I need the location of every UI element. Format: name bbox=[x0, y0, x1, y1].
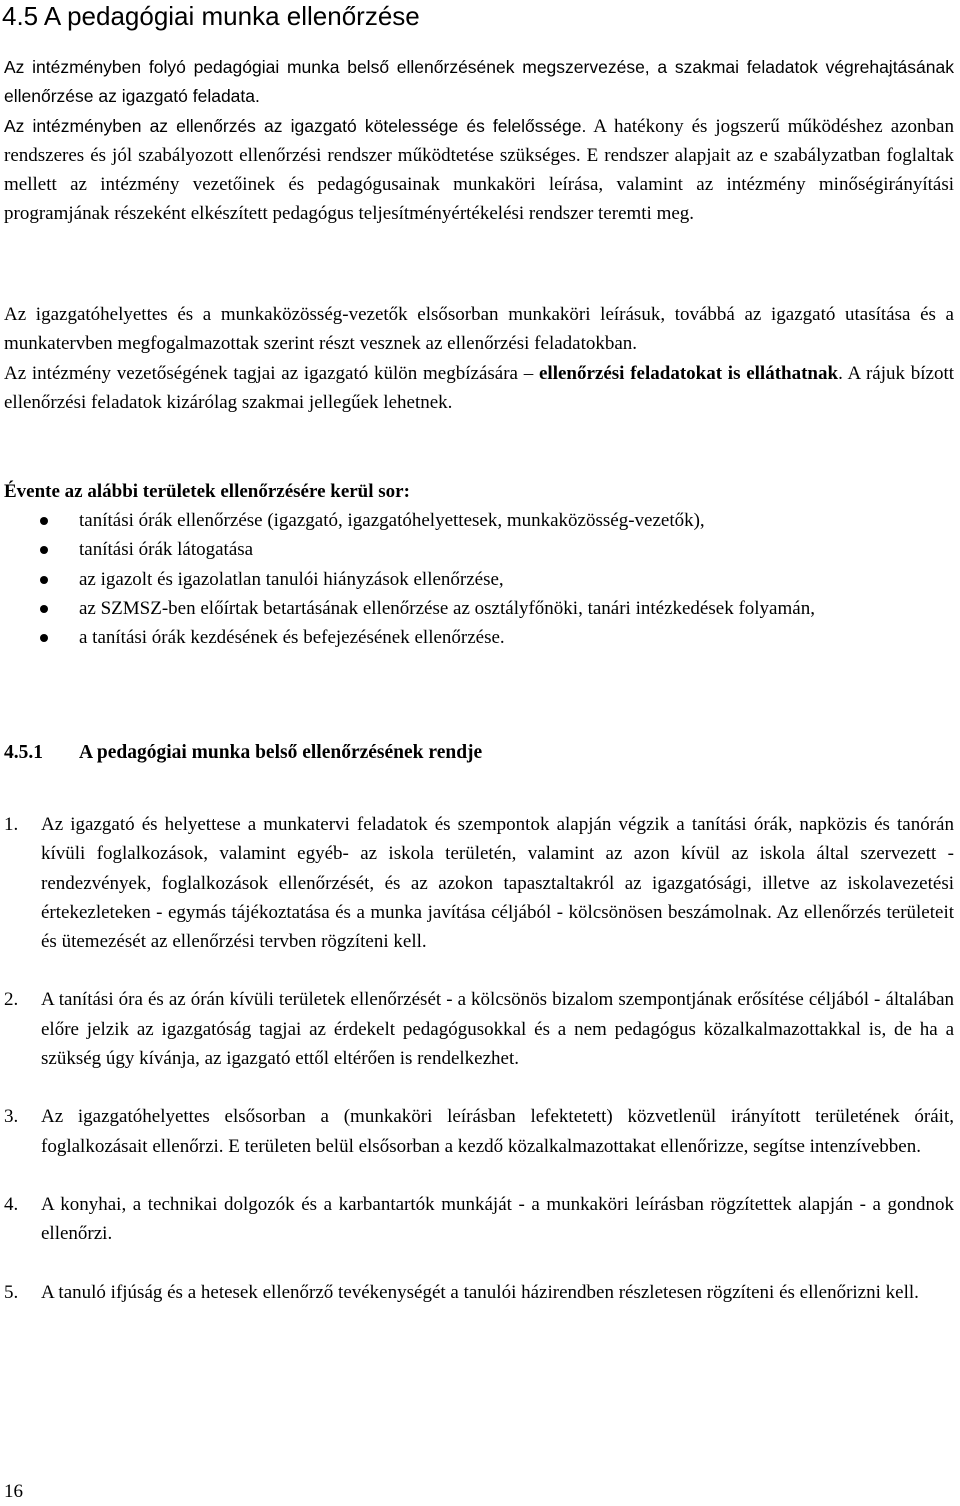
intro-line-1: Az intézményben folyó pedagógiai munka belső ellenőrzésének megszervezése, a szakmai feladatok végrehajtásának ellenőrzése az igazgató feladata. bbox=[4, 57, 954, 107]
deputies-para-2-end: . A rájuk bízott ellenőrzési feladatok kizárólag szakmai jellegűek lehetnek. bbox=[4, 362, 955, 413]
deputies-paragraph bbox=[4, 300, 954, 417]
list-item-text: az SZMSZ-ben előírtak betartásának ellenőrzése az osztályfőnöki, tanári intézkedések folyamán, bbox=[79, 597, 815, 619]
numbered-item bbox=[4, 810, 954, 956]
item-text: A tanuló ifjúság és a hetesek ellenőrző tevékenységét a tanulói házirendben részletesen rögzíteni és ellenőrizni kell. bbox=[41, 1281, 919, 1303]
subsection-title: A pedagógiai munka belső ellenőrzésének rendje bbox=[79, 742, 483, 763]
list-item-text: a tanítási órák kezdésének és befejezésének ellenőrzése. bbox=[79, 627, 505, 649]
numbered-item bbox=[4, 1278, 954, 1307]
item-text: A konyhai, a technikai dolgozók és a karbantartók munkáját - a munkaköri leírásban rögzítettek alapján - a gondnok ellenőrzi. bbox=[41, 1193, 954, 1245]
page-number: 16 bbox=[4, 1481, 23, 1502]
intro-line-4: E rendszer alapjait az e szabályzatban foglaltak mellett az intézmény vezetőinek és pedagógusainak munkaköri leírása, valamint az intézmény minőségirányítási programjának részeként elkészített pedagógus teljesítményértékelési rendszer teremti meg. bbox=[4, 144, 955, 225]
numbered-item bbox=[4, 1190, 954, 1249]
list-item bbox=[4, 623, 954, 652]
deputies-para-1: Az igazgatóhelyettes és a munkaközösség-vezetők elsősorban munkaköri leírásuk, továbbá az igazgató utasítása és a munkatervben megfogalmazottak szerint részt vesznek az ellenőrzési feladatokban. bbox=[4, 304, 954, 355]
item-text: A tanítási óra és az órán kívüli területek ellenőrzését - a kölcsönös bizalom szempontjának erősítése céljából - általában előre jelzik az igazgatóság tagjai az érdekelt pedagógusokkal és a nem pedagógus közalkalmazottakkal is, de ha a szükség úgy kívánja, az igazgató ettől eltérően is rendelkezhet. bbox=[41, 989, 954, 1070]
bullet-icon bbox=[40, 634, 48, 642]
item-number: 4. bbox=[4, 1193, 19, 1215]
item-number: 1. bbox=[4, 814, 19, 835]
item-number: 2. bbox=[4, 989, 19, 1011]
areas-heading: Évente az alábbi területek ellenőrzésére kerül sor: bbox=[4, 481, 410, 502]
bullet-icon bbox=[40, 517, 48, 525]
list-item bbox=[4, 594, 954, 623]
bullet-icon bbox=[40, 546, 48, 554]
subsection-heading bbox=[4, 742, 482, 764]
item-text: Az igazgatóhelyettes elsősorban a (munkaköri leírásban lefektetett) közvetlenül irányított területének óráit, foglalkozásait ellenőrzi. E területen belül elsősorban a kezdő közalkalmazottakat ellenőrizze, segítse intenzívebben. bbox=[41, 1106, 954, 1157]
bullet-icon bbox=[40, 605, 48, 613]
list-item-text: tanítási órák ellenőrzése (igazgató, igazgatóhelyettesek, munkaközösség-vezetők), bbox=[79, 510, 705, 531]
item-number: 5. bbox=[4, 1281, 19, 1303]
bullet-icon bbox=[40, 576, 48, 584]
intro-line-2: Az intézményben az ellenőrzés az igazgató kötelessége és felelőssége. bbox=[4, 115, 587, 136]
list-item bbox=[4, 565, 954, 594]
list-item bbox=[4, 535, 954, 564]
item-number: 3. bbox=[4, 1106, 19, 1128]
intro-paragraph bbox=[4, 53, 954, 229]
item-text: Az igazgató és helyettese a munkatervi feladatok és szempontok alapján végzik a tanítási órák, napközis és tanórán kívüli foglalkozások, valamint egyéb- az iskola területén, valamint az azon kívül az iskola által szervezett - rendezvények, foglalkozások ellenőrzését, és az azokon tapasztaltakról az igazgatósági, illetve az iskolavezetési értekezleteken - egymás tájékoztatása és a munka javítása céljából - kölcsönösen beszámolnak. Az ellenőrzés területeit és ütemezését az ellenőrzési tervben rögzíteni kell. bbox=[41, 814, 954, 953]
list-item-text: tanítási órák látogatása bbox=[79, 539, 254, 561]
numbered-item bbox=[4, 985, 954, 1073]
deputies-para-2-start: Az intézmény vezetőségének tagjai az igazgató külön megbízására – bbox=[4, 362, 534, 384]
section-title: 4.5 A pedagógiai munka ellenőrzése bbox=[2, 1, 420, 31]
subsection-number: 4.5.1 bbox=[4, 742, 43, 763]
numbered-item bbox=[4, 1102, 954, 1161]
list-item bbox=[4, 506, 954, 535]
list-item-text: az igazolt és igazolatlan tanulói hiányzások ellenőrzése, bbox=[79, 568, 504, 590]
rules-list bbox=[4, 810, 954, 1336]
intro-line-3: A hatékony és jogszerű működéshez azonban rendszeres és jól szabályozott ellenőrzési rendszer működtetése szükséges. bbox=[4, 115, 954, 166]
deputies-para-2-bold: ellenőrzési feladatokat is elláthatnak bbox=[539, 362, 839, 384]
areas-list bbox=[4, 506, 954, 652]
